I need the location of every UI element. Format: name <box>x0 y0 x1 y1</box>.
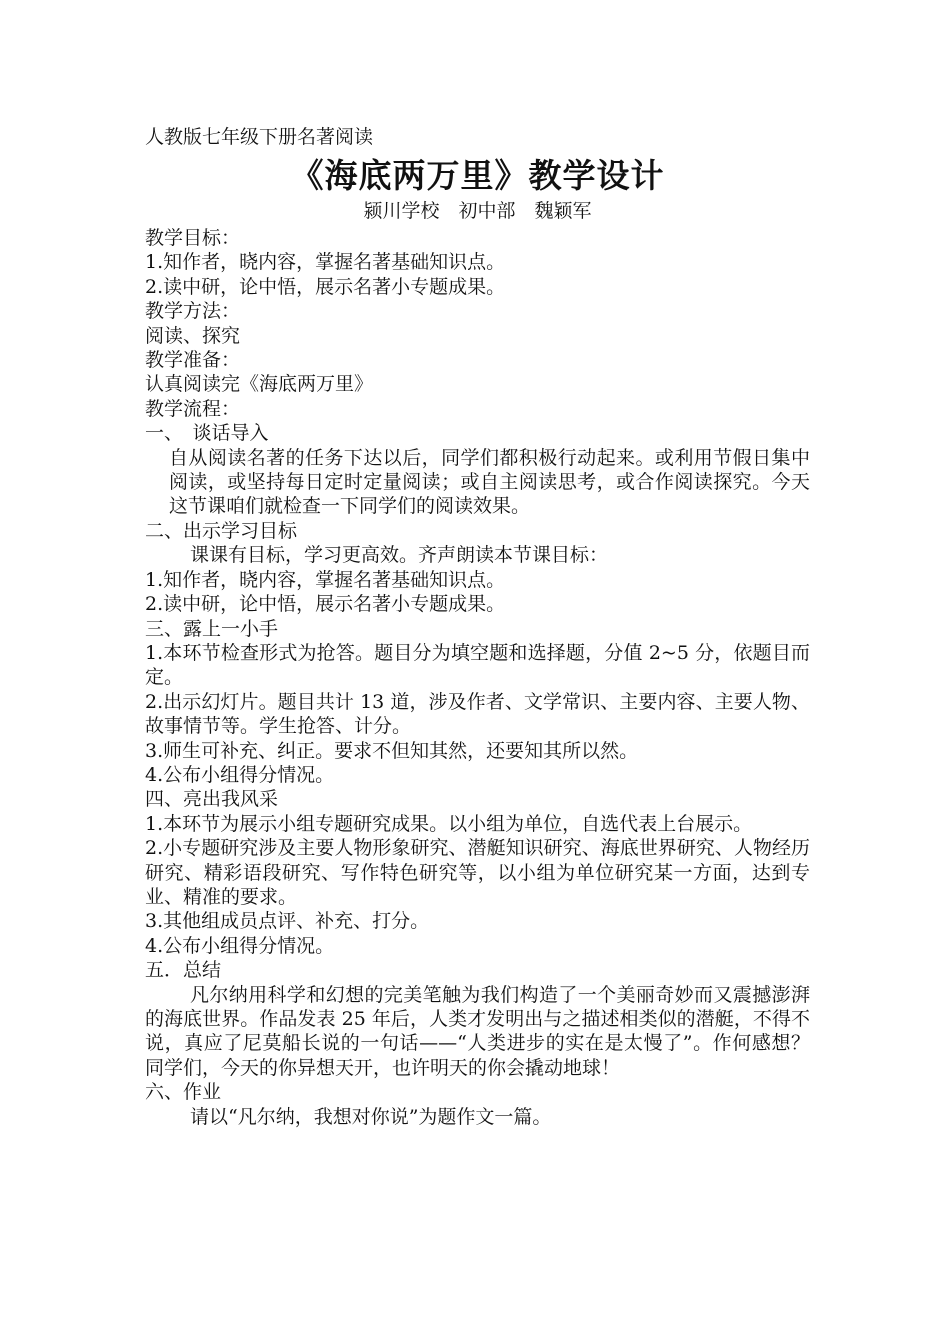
list-item: 4.公布小组得分情况。 <box>145 763 335 786</box>
section-title: 四、亮出我风采 <box>145 788 279 811</box>
preparation-heading: 教学准备： <box>145 349 241 372</box>
goals-heading: 教学目标： <box>145 227 241 249</box>
section-paragraph: 课课有目标，学习更高效。齐声朗读本节课目标： <box>190 544 609 567</box>
method-heading: 教学方法： <box>145 300 241 323</box>
section-paragraph: 自从阅读名著的任务下达以后，同学们都积极行动起来。或利用节假日集中阅读，或坚持每日定时定量阅读；或自主阅读思考，或合作阅读探究。今天这节课咱们就检查一下同学们的阅读效果。 <box>169 446 810 518</box>
section-title: 一、 谈话导入 <box>145 422 269 445</box>
list-item: 2.读中研，论中悟，展示名著小专题成果。 <box>145 593 506 616</box>
list-item: 2.小专题研究涉及主要人物形象研究、潜艇知识研究、海底世界研究、人物经历研究、精彩语段研究、写作特色研究等，以小组为单位研究某一方面，达到专业、精准的要求。 <box>145 837 810 908</box>
method-text: 阅读、探究 <box>145 324 241 347</box>
list-item: 1.知作者，晓内容，掌握名著基础知识点。 <box>145 568 506 591</box>
list-item: 4.公布小组得分情况。 <box>145 934 335 957</box>
section-paragraph: 请以“凡尔纳，我想对你说”为题作文一篇。 <box>190 1105 552 1128</box>
preparation-text: 认真阅读完《海底两万里》 <box>145 373 374 396</box>
section-title: 六、作业 <box>145 1081 222 1104</box>
list-item: 1.本环节为展示小组专题研究成果。以小组为单位，自选代表上台展示。 <box>145 812 753 835</box>
section-title: 五．总结 <box>145 959 222 982</box>
list-item: 1.本环节检查形式为抢答。题目分为填空题和选择题，分值 2~5 分，依题目而定。 <box>145 641 810 689</box>
section-title: 二、出示学习目标 <box>145 519 298 542</box>
document-page <box>145 124 810 1129</box>
document-header: 人教版七年级下册名著阅读 <box>145 126 374 148</box>
process-heading: 教学流程： <box>145 397 241 420</box>
goal-item: 1.知作者，晓内容，掌握名著基础知识点。 <box>145 251 506 274</box>
goal-item: 2.读中研，论中悟，展示名著小专题成果。 <box>145 275 506 298</box>
list-item: 3.其他组成员点评、补充、打分。 <box>145 910 430 933</box>
list-item: 2.出示幻灯片。题目共计 13 道，涉及作者、文学常识、主要内容、主要人物、故事情节等。学生抢答、计分。 <box>145 690 810 738</box>
section-title: 三、露上一小手 <box>145 617 279 640</box>
list-item: 3.师生可补充、纠正。要求不但知其然，还要知其所以然。 <box>145 739 639 762</box>
section-paragraph: 凡尔纳用科学和幻想的完美笔触为我们构造了一个美丽奇妙而又震撼澎湃的海底世界。作品发表 25 年后，人类才发明出与之描述相类似的潜艇，不得不说，真应了尼莫船长说的一句话——“人类进步的实在是太慢了”。作何感想？同学们，今天的你异想天开，也许明天的你会撬动地球！ <box>145 983 810 1079</box>
document-byline: 颍川学校 初中部 魏颖军 <box>363 200 592 222</box>
document-title: 《海底两万里》教学设计 <box>290 156 665 195</box>
